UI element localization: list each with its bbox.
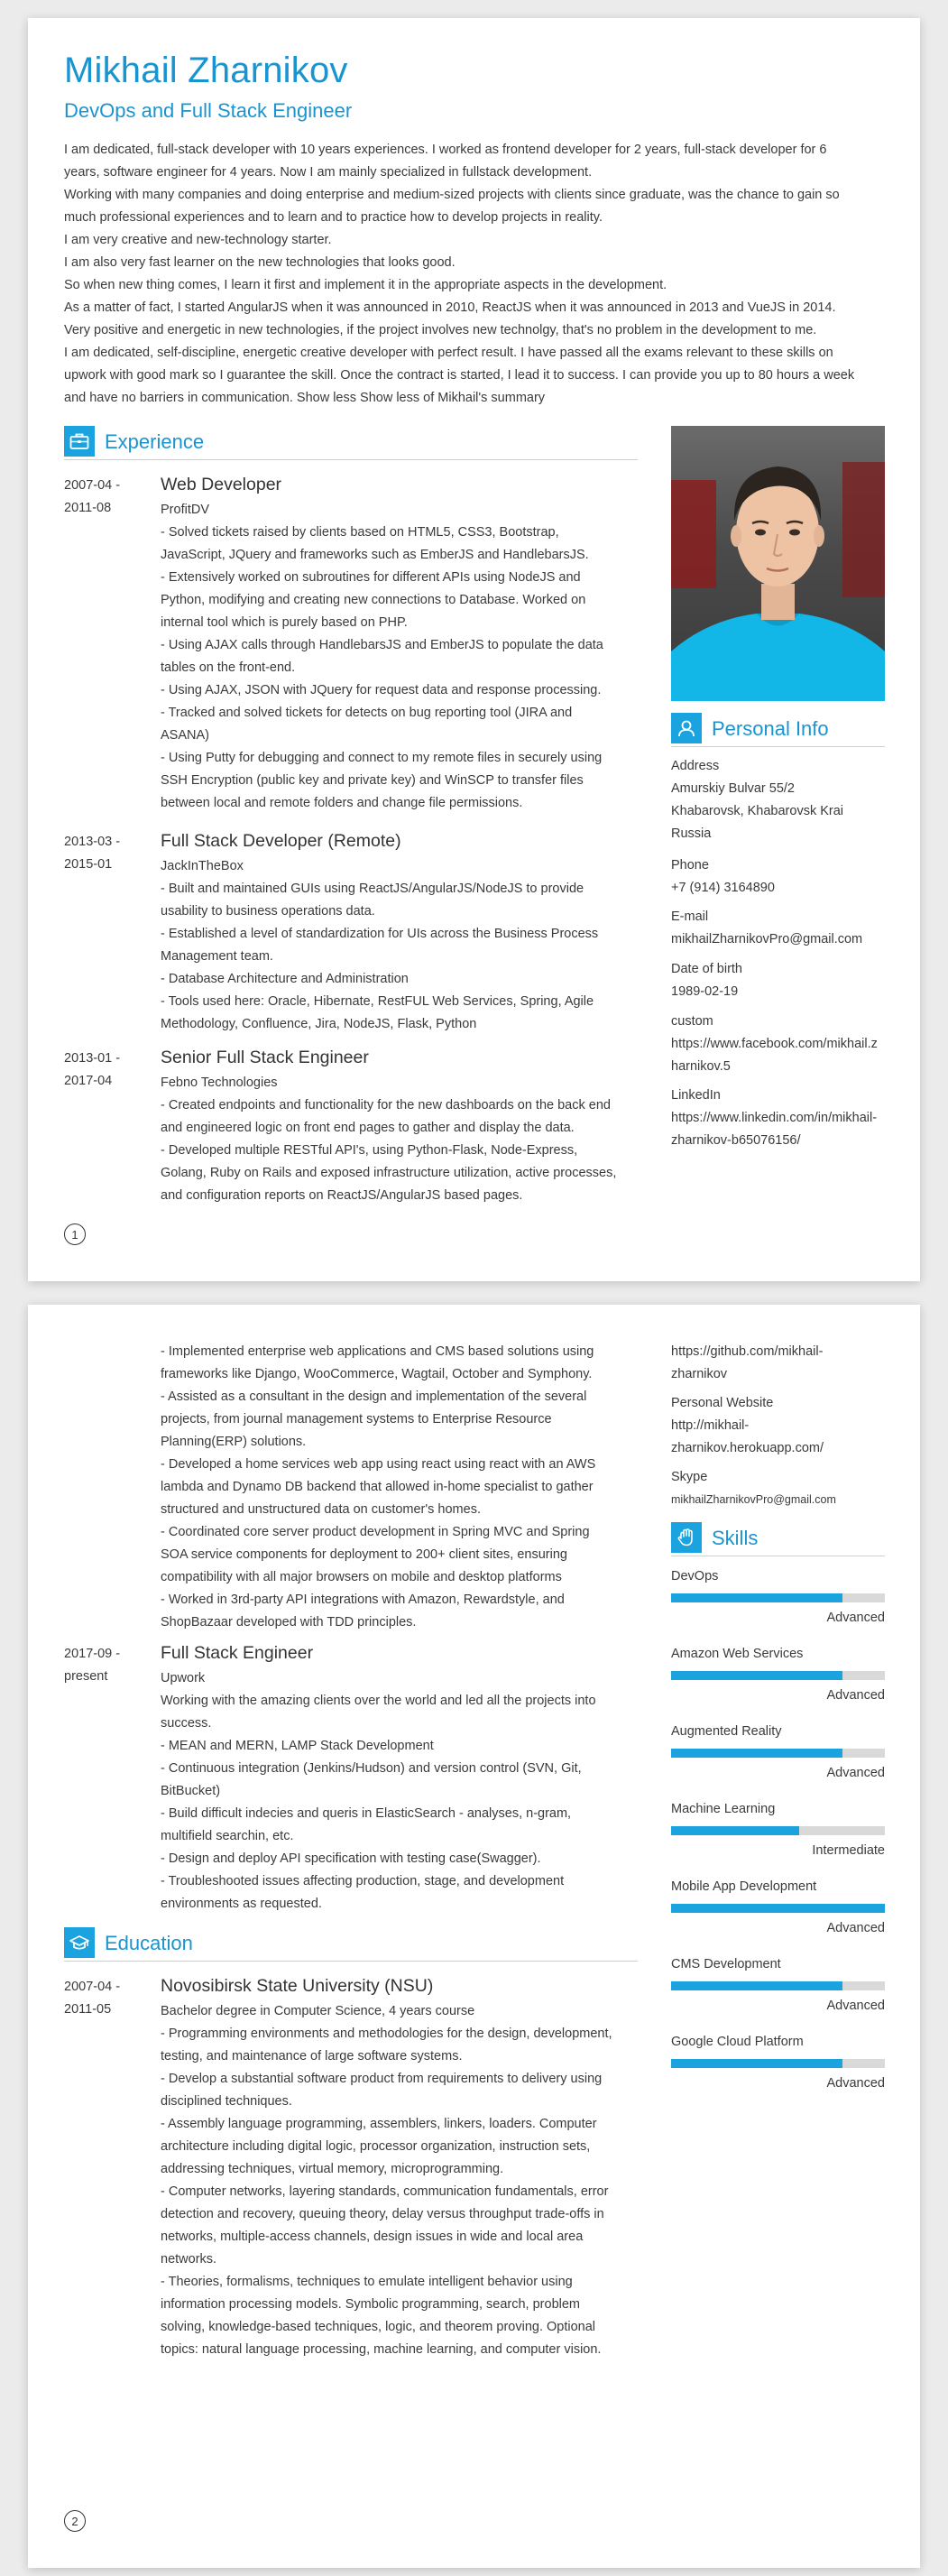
entry-line: - Extensively worked on subroutines for different APIs using NodeJS and [161,570,581,585]
entry-line: - Created endpoints and functionality for the new dashboards on the back end [161,1098,611,1113]
entry-line: and engineered logic on front end pages to gather and display the data. [161,1121,575,1135]
page-number: 2 [64,2510,86,2532]
skill-name: Machine Learning [671,1802,776,1816]
summary-line: I am dedicated, self-discipline, energetic creative developer with perfect result. I have passed all the exams relevant to these skills on [64,346,833,360]
skill-bar [671,1671,885,1680]
entry-org: Upwork [161,1671,206,1685]
entry-line: detection and recovery, queuing theory, delay versus throughput trade-offs in [161,2207,604,2221]
personal-info-heading: Personal Info [712,717,829,740]
entry-line: BitBucket) [161,1784,221,1798]
entry-body [161,1972,638,2361]
entry-line: Working with the amazing clients over the world and led all the projects into [161,1694,596,1708]
entry-line: - Computer networks, layering standards, communication fundamentals, error [161,2184,609,2199]
skill-bar-fill [671,1593,842,1602]
skill-name: Amazon Web Services [671,1647,804,1661]
entry-line: usability to business operations data. [161,904,375,919]
entry-line: - Tools used here: Oracle, Hibernate, RestFUL Web Services, Spring, Agile [161,994,594,1009]
entry-line: addressing techniques, virtual memory, microprogramming. [161,2162,504,2176]
facebook-link[interactable] [671,1033,885,1078]
entry-line: Golang, Ruby on Rails and exposed infrastructure utilization, active processes, [161,1166,617,1180]
entry-end: 2017-04 [64,1074,113,1088]
address-line: Russia [671,826,712,841]
skype-value[interactable]: mikhailZharnikovPro@gmail.com [671,1493,836,1506]
address-label: Address [671,759,720,773]
github-block [671,1341,885,1386]
address-line: Amurskiy Bulvar 55/2 [671,781,795,796]
website-link-line[interactable]: zharnikov.herokuapp.com/ [671,1441,824,1455]
entry-title: Novosibirsk State University (NSU) [161,1976,434,1996]
website-link[interactable] [671,1415,885,1460]
entry-end: 2011-08 [64,501,112,515]
entry-line: - Tracked and solved tickets for detects on bug reporting tool (JIRA and [161,706,573,720]
skill-name: DevOps [671,1569,719,1583]
entry-line: networks, multiple-access channels, design issues in wide and local area [161,2230,584,2244]
entry-line: multifield searchin, etc. [161,1829,294,1843]
skill-item [671,1799,885,1860]
skill-level: Advanced [826,1766,885,1780]
entry-line: ShopBazaar developed with TDD principles. [161,1615,417,1630]
entry-line: - Using AJAX calls through HandlebarsJS and EmberJS to populate the data [161,638,603,652]
summary-line: years, software engineer for 4 years. Now I am mainly specialized in fullstack development. [64,165,593,180]
entry-title: Senior Full Stack Engineer [161,1048,369,1067]
skill-bar-fill [671,2059,842,2068]
entry-start: 2013-01 - [64,1051,121,1066]
entry-line: SSH Encryption (public key and private key) and WinSCP to transfer files [161,773,584,788]
entry-description [161,522,638,815]
skill-level: Intermediate [812,1843,885,1858]
entry-end: 2015-01 [64,857,113,872]
summary [64,139,894,410]
entry-body [161,471,638,815]
entry-dates [64,831,154,876]
education-section-header [64,1927,638,1962]
entry-line: tables on the front-end. [161,660,296,675]
entry-line: JavaScript, JQuery and frameworks such as EmberJS and HandlebarsJS. [161,548,589,562]
summary-line: I am very creative and new-technology starter. [64,233,332,247]
entry-line: compatibility with all major browsers on mobile and desktop platforms [161,1570,562,1584]
github-link-line[interactable]: https://github.com/mikhail- [671,1344,824,1359]
entry-line: - Solved tickets raised by clients based on HTML5, CSS3, Bootstrap, [161,525,559,540]
entry-line: - Established a level of standardization for UIs across the Business Process [161,927,599,941]
entry-start: 2007-04 - [64,478,121,493]
summary-line: I am dedicated, full-stack developer with 10 years experiences. I worked as frontend developer for 2 years, full-stack developer for 6 [64,143,827,157]
entry-line: - Build difficult indecies and queris in ElasticSearch - analyses, n-gram, [161,1806,572,1821]
briefcase-icon [64,426,95,457]
skill-bar-fill [671,1981,842,1990]
skill-bar-fill [671,1826,799,1835]
linkedin-link-line[interactable]: https://www.linkedin.com/in/mikhail- [671,1111,878,1125]
entry-description [161,1341,638,1634]
summary-line: I am also very fast learner on the new technologies that looks good. [64,255,456,270]
entry-end: 2011-05 [64,2002,112,2017]
skill-item [671,1566,885,1628]
resume-page-1 [28,18,920,1281]
entry-start: 2017-09 - [64,1647,121,1661]
entry-line: - Database Architecture and Administration [161,972,409,986]
skill-level: Advanced [826,1999,885,2013]
skill-bar [671,1749,885,1758]
website-label: Personal Website [671,1396,774,1410]
custom-link-block [671,1011,885,1078]
github-link[interactable] [671,1341,885,1386]
skill-bar [671,1593,885,1602]
experience-heading: Experience [105,430,205,453]
entry-start: 2007-04 - [64,1980,121,1994]
entry-body [161,827,638,1036]
skills-section-header [671,1522,885,1556]
phone-label: Phone [671,858,709,873]
skill-name: Augmented Reality [671,1724,782,1739]
profile-photo [671,426,885,701]
summary-line: Very positive and energetic in new technologies, if the project involves new technolgy, that's no problem in the development to me. [64,323,817,337]
personal-info-section-header [671,713,885,747]
skill-level: Advanced [826,1688,885,1703]
skill-bar [671,1904,885,1913]
entry-dates [64,1643,154,1688]
entry-line: - Theories, formalisms, techniques to emulate intelligent behavior using [161,2275,573,2289]
linkedin-label: LinkedIn [671,1088,721,1103]
skill-level: Advanced [826,1611,885,1625]
skill-bar [671,1826,885,1835]
phone-value[interactable]: +7 (914) 3164890 [671,881,775,895]
entry-title: Web Developer [161,475,282,494]
skill-item [671,1877,885,1938]
facebook-link-line[interactable]: https://www.facebook.com/mikhail.z [671,1037,878,1051]
summary-line: As a matter of fact, I started AngularJS when it was announced in 2010, ReactJS when it was announced in 2013 and VueJS in 2014. [64,300,836,315]
entry-org: JackInTheBox [161,859,244,873]
entry-line: disciplined techniques. [161,2094,292,2109]
custom-label: custom [671,1014,713,1029]
entry-line: - Develop a substantial software product from requirements to delivery using [161,2072,603,2086]
email-label: E-mail [671,909,709,924]
summary-line: upwork with good mark so I guarantee the skill. Once the contract is started, I lead it to success. I can provide you up to 80 hours a week [64,368,855,383]
entry-line: internal tool which is purely based on PHP. [161,615,408,630]
entry-line: - Continuous integration (Jenkins/Hudson) and version control (SVN, Git, [161,1761,582,1776]
candidate-title: DevOps and Full Stack Engineer [64,99,353,122]
skype-block [671,1466,885,1511]
entry-line: between local and remote folders and change file permissions. [161,796,523,810]
entry-line: architecture including digital logic, processor organization, instruction sets, [161,2139,591,2154]
entry-line: frameworks like Django, WooCommerce, Wagtail, October and Symphony. [161,1367,593,1381]
entry-line: structured and unstructured data on customer's homes. [161,1502,481,1517]
entry-line: - Design and deploy API specification with testing case(Swagger). [161,1851,541,1866]
entry-line: - Programming environments and methodologies for the design, development, [161,2027,612,2041]
dob-block [671,958,885,1003]
skill-bar [671,1981,885,1990]
summary-line: So when new thing comes, I learn it first and implement it in the appropriate aspects in the development. [64,278,667,292]
entry-line: ASANA) [161,728,209,743]
entry-line: - Developed multiple RESTful API's, using Python-Flask, Node-Express, [161,1143,578,1158]
entry-line: - Assembly language programming, assemblers, linkers, loaders. Computer [161,2117,597,2131]
entry-line: - Using AJAX, JSON with JQuery for request data and response processing. [161,683,602,697]
entry-dates [64,1976,154,2021]
skill-item [671,2032,885,2093]
entry-body [161,1639,638,1916]
entry-line: - Implemented enterprise web applications and CMS based solutions using [161,1344,594,1359]
linkedin-link[interactable] [671,1107,885,1152]
education-heading: Education [105,1932,193,1954]
entry-line: SOA service components for deployment to 200+ client sites, ensuring [161,1547,567,1562]
website-block [671,1392,885,1460]
entry-line: - Using Putty for debugging and connect to my remote files in securely using [161,751,603,765]
dob-value: 1989-02-19 [671,984,739,999]
candidate-name: Mikhail Zharnikov [64,51,348,90]
skill-bar-fill [671,1749,842,1758]
website-link-line[interactable]: http://mikhail- [671,1418,750,1433]
address-block [671,755,885,845]
entry-org: Febno Technologies [161,1076,278,1090]
entry-line: solving, knowledge-based techniques, logic, and theorem proving. Optional [161,2320,596,2334]
summary-line: and have no barriers in communication. Show less Show less of Mikhail's summary [64,391,546,405]
skill-item [671,1644,885,1705]
entry-line: - Developed a home services web app using react using react with an AWS [161,1457,596,1472]
entry-line: success. [161,1716,212,1731]
summary-line: much professional experiences and to learn and to practice how to develop projects in reality. [64,210,603,225]
entry-description [161,1094,638,1207]
entry-dates [64,1048,154,1093]
entry-title: Full Stack Engineer [161,1643,314,1663]
entry-line: projects, from journal management systems to Enterprise Resource [161,1412,552,1426]
dob-label: Date of birth [671,962,742,976]
skill-name: CMS Development [671,1957,781,1971]
entry-line: - Coordinated core server product development in Spring MVC and Spring [161,1525,590,1539]
entry-line: information processing models. Symbolic programming, search, problem [161,2297,580,2312]
facebook-link-line[interactable]: harnikov.5 [671,1059,731,1074]
entry-line: - MEAN and MERN, LAMP Stack Development [161,1739,434,1753]
entry-line: environments as requested. [161,1897,322,1911]
graduation-cap-icon [64,1927,95,1958]
skill-item [671,1722,885,1783]
skill-bar-fill [671,1904,885,1913]
entry-line: Python, modifying and creating new connections to Database. Worked on [161,593,586,607]
entry-line: topics: natural language processing, machine learning, and computer vision. [161,2342,602,2357]
phone-block [671,854,885,900]
entry-line: - Troubleshooted issues affecting production, stage, and development [161,1874,565,1888]
address-line: Khabarovsk, Khabarovsk Krai [671,804,844,818]
entry-line: testing, and maintenance of large software systems. [161,2049,463,2064]
github-link-line[interactable]: zharnikov [671,1367,728,1381]
skill-level: Advanced [826,1921,885,1935]
user-icon [671,713,702,743]
entry-description [161,1690,638,1916]
entry-line: lambda and Dynamo DB backend that allowed in-home specialist to gather [161,1480,594,1494]
entry-title: Full Stack Developer (Remote) [161,831,401,851]
email-value[interactable]: mikhailZharnikovPro@gmail.com [671,932,863,946]
entry-line: networks. [161,2252,217,2267]
entry-degree: Bachelor degree in Computer Science, 4 years course [161,2004,475,2018]
entry-line: - Built and maintained GUIs using ReactJS/AngularJS/NodeJS to provide [161,882,584,896]
skill-bar-fill [671,1671,842,1680]
entry-line: - Assisted as a consultant in the design and implementation of the several [161,1390,587,1404]
skill-name: Google Cloud Platform [671,2035,804,2049]
entry-end: present [64,1669,108,1684]
linkedin-link-line[interactable]: zharnikov-b65076156/ [671,1133,801,1148]
entry-line: Methodology, Confluence, Jira, NodeJS, Flask, Python [161,1017,477,1031]
linkedin-block [671,1085,885,1152]
summary-line: Working with many companies and doing enterprise and medium-sized projects with clients since graduate, was the chance to gain so [64,188,840,202]
entry-line: Management team. [161,949,273,964]
email-block [671,906,885,951]
hand-icon [671,1522,702,1553]
resume-page-2 [28,1305,920,2568]
skill-name: Mobile App Development [671,1879,817,1894]
skill-level: Advanced [826,2076,885,2091]
entry-body [161,1044,638,1207]
experience-section-header [64,426,638,460]
skill-bar [671,2059,885,2068]
skype-label: Skype [671,1470,708,1484]
entry-dates [64,475,154,520]
entry-start: 2013-03 - [64,835,121,849]
entry-line: and configuration reports on ReactJS/AngularJS based pages. [161,1188,523,1203]
entry-line: Planning(ERP) solutions. [161,1435,307,1449]
entry-line: - Worked in 3rd-party API integrations with Amazon, Rewardstyle, and [161,1593,565,1607]
entry-description [161,878,638,1036]
entry-body [161,1341,638,1634]
skills-heading: Skills [712,1527,759,1549]
page-number: 1 [64,1223,86,1245]
entry-description [161,2023,638,2361]
skill-item [671,1954,885,2016]
entry-org: ProfitDV [161,503,209,517]
